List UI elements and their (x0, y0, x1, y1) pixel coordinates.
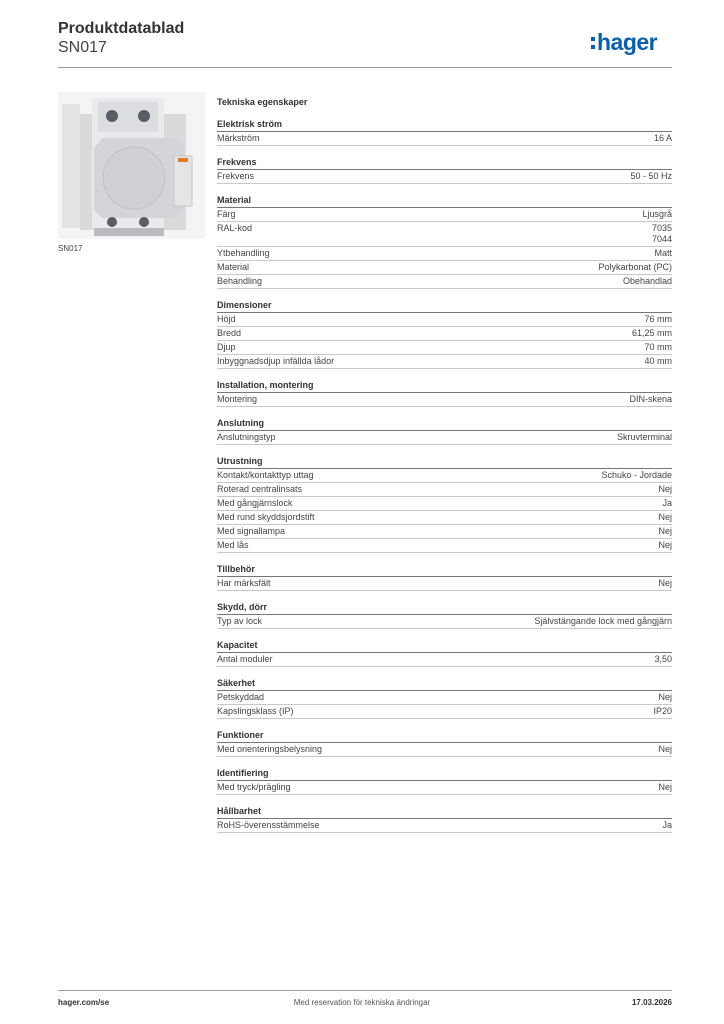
spec-key: Med tryck/prägling (217, 782, 291, 792)
spec-value (658, 782, 672, 793)
spec-key: Ytbehandling (217, 248, 270, 258)
spec-value-line: Ja (662, 820, 672, 830)
spec-value-line: Nej (658, 526, 672, 536)
spec-key: Material (217, 262, 250, 272)
spec-row (217, 691, 672, 705)
spec-row (217, 170, 672, 184)
spec-key: Färg (217, 209, 236, 219)
section-heading: Kapacitet (217, 639, 672, 653)
spec-section (217, 417, 672, 445)
footer-website: hager.com/se (58, 998, 110, 1007)
spec-value (658, 744, 672, 755)
spec-value-line: 16 A (653, 133, 672, 143)
spec-row (217, 313, 672, 327)
specs-sections (217, 118, 672, 833)
spec-row (217, 355, 672, 369)
spec-row (217, 431, 672, 445)
footer-disclaimer: Med reservation för tekniska ändringar (293, 998, 431, 1007)
section-heading: Elektrisk ström (217, 118, 672, 132)
spec-value (654, 133, 672, 144)
spec-section (217, 194, 672, 289)
image-caption: SN017 (58, 244, 83, 253)
spec-key: Har märksfält (217, 578, 271, 588)
spec-key: Kontakt/kontakttyp uttag (217, 470, 314, 480)
spec-value-line: Ljusgrå (642, 209, 672, 219)
spec-row (217, 819, 672, 833)
spec-row (217, 132, 672, 146)
spec-value-line: 61,25 mm (631, 328, 672, 338)
spec-key: Djup (217, 342, 236, 352)
spec-value (644, 314, 672, 325)
spec-key: RAL-kod (217, 223, 253, 233)
header-divider (58, 67, 672, 68)
spec-key: Bredd (217, 328, 242, 338)
spec-value (658, 484, 672, 495)
spec-value (617, 432, 672, 443)
spec-value-line: Polykarbonat (PC) (598, 262, 672, 272)
spec-row (217, 781, 672, 795)
spec-key: Behandling (217, 276, 263, 286)
spec-key: Typ av lock (217, 616, 263, 626)
spec-value (662, 498, 672, 509)
svg-text:hager: hager (597, 29, 658, 55)
spec-value-line: IP20 (653, 706, 672, 716)
spec-section (217, 729, 672, 757)
spec-row (217, 261, 672, 275)
spec-value (644, 342, 672, 353)
spec-row (217, 247, 672, 261)
spec-row (217, 539, 672, 553)
spec-value (658, 692, 672, 703)
spec-section (217, 601, 672, 629)
spec-row (217, 275, 672, 289)
spec-value-line: Nej (658, 512, 672, 522)
spec-row (217, 511, 672, 525)
spec-value-line: Schuko - Jordade (601, 470, 672, 480)
specs-title: Tekniska egenskaper (217, 97, 308, 107)
spec-key: Anslutningstyp (217, 432, 276, 442)
spec-row (217, 393, 672, 407)
section-heading: Hållbarhet (217, 805, 672, 819)
spec-value-line: 7035 (651, 223, 672, 233)
spec-row (217, 469, 672, 483)
footer-divider (58, 990, 672, 991)
spec-value (653, 706, 672, 717)
product-code: SN017 (58, 39, 107, 56)
spec-section (217, 299, 672, 369)
spec-key: Roterad centralinsats (217, 484, 303, 494)
technical-specifications (217, 95, 672, 843)
spec-value (658, 512, 672, 523)
spec-value (644, 356, 672, 367)
spec-section (217, 455, 672, 553)
section-heading: Identifiering (217, 767, 672, 781)
spec-section (217, 805, 672, 833)
spec-value-line: Obehandlad (622, 276, 672, 286)
section-heading: Säkerhet (217, 677, 672, 691)
spec-value (629, 394, 672, 405)
spec-row (217, 483, 672, 497)
spec-value (534, 616, 672, 627)
spec-value-line: DIN-skena (629, 394, 672, 404)
spec-key: Med signallampa (217, 526, 286, 536)
spec-value-line: Nej (658, 578, 672, 588)
spec-section (217, 677, 672, 719)
hager-logo (590, 26, 676, 60)
spec-row (217, 497, 672, 511)
spec-row (217, 341, 672, 355)
section-heading: Frekvens (217, 156, 672, 170)
spec-key: Med orienteringsbelysning (217, 744, 323, 754)
spec-key: RoHS-överensstämmelse (217, 820, 320, 830)
section-heading: Material (217, 194, 672, 208)
spec-value-line: Nej (658, 744, 672, 754)
spec-section (217, 563, 672, 591)
spec-row (217, 577, 672, 591)
spec-key: Kapslingsklass (IP) (217, 706, 294, 716)
spec-value (662, 820, 672, 831)
spec-key: Med rund skyddsjordstift (217, 512, 315, 522)
spec-value (632, 328, 672, 339)
spec-value-line: Nej (658, 692, 672, 702)
spec-row (217, 208, 672, 222)
spec-value-line: Skruvterminal (616, 432, 672, 442)
spec-row (217, 653, 672, 667)
spec-key: Med lås (217, 540, 249, 550)
spec-value-line: Nej (658, 540, 672, 550)
spec-key: Med gångjärnslock (217, 498, 293, 508)
spec-value-line: 3,50 (654, 654, 672, 664)
spec-value-line: Ja (662, 498, 672, 508)
spec-value (658, 540, 672, 551)
spec-key: Märkström (217, 133, 260, 143)
footer-date: 17.03.2026 (631, 998, 672, 1007)
spec-key: Petskyddad (217, 692, 265, 702)
spec-value-line: 50 - 50 Hz (630, 171, 672, 181)
spec-value (658, 526, 672, 537)
spec-key: Frekvens (217, 171, 255, 181)
spec-value-line: 40 mm (644, 356, 672, 366)
spec-key: Montering (217, 394, 258, 404)
section-heading: Funktioner (217, 729, 672, 743)
spec-value-line: Matt (654, 248, 672, 258)
spec-key: Inbyggnadsdjup infällda lådor (217, 356, 335, 366)
spec-key: Höjd (217, 314, 236, 324)
spec-row (217, 743, 672, 757)
product-image (58, 92, 205, 239)
document-title: Produktdatablad (58, 20, 185, 37)
spec-row (217, 327, 672, 341)
spec-value-line: 76 mm (644, 314, 672, 324)
section-heading: Utrustning (217, 455, 672, 469)
spec-value (598, 262, 672, 273)
section-heading: Tillbehör (217, 563, 672, 577)
spec-value-line: 7044 (651, 234, 672, 244)
section-heading: Dimensioner (217, 299, 672, 313)
spec-value-line: Självstängande lock med gångjärn (534, 616, 672, 626)
spec-row (217, 705, 672, 719)
spec-value (623, 276, 672, 287)
spec-value (658, 578, 672, 589)
spec-section (217, 156, 672, 184)
spec-value (630, 171, 672, 182)
spec-value (601, 470, 672, 481)
spec-value (654, 654, 672, 665)
spec-section (217, 639, 672, 667)
section-heading: Skydd, dörr (217, 601, 672, 615)
section-heading: Anslutning (217, 417, 672, 431)
spec-row (217, 525, 672, 539)
spec-section (217, 379, 672, 407)
spec-value-line: Nej (658, 782, 672, 792)
spec-value (652, 223, 672, 245)
spec-row (217, 615, 672, 629)
spec-row (217, 222, 672, 247)
spec-value-line: 70 mm (644, 342, 672, 352)
spec-value (642, 209, 672, 220)
socket-module-illustration (58, 92, 205, 239)
section-heading: Installation, montering (217, 379, 672, 393)
spec-section (217, 767, 672, 795)
spec-section (217, 118, 672, 146)
spec-key: Antal moduler (217, 654, 273, 664)
spec-value (654, 248, 672, 259)
spec-value-line: Nej (658, 484, 672, 494)
